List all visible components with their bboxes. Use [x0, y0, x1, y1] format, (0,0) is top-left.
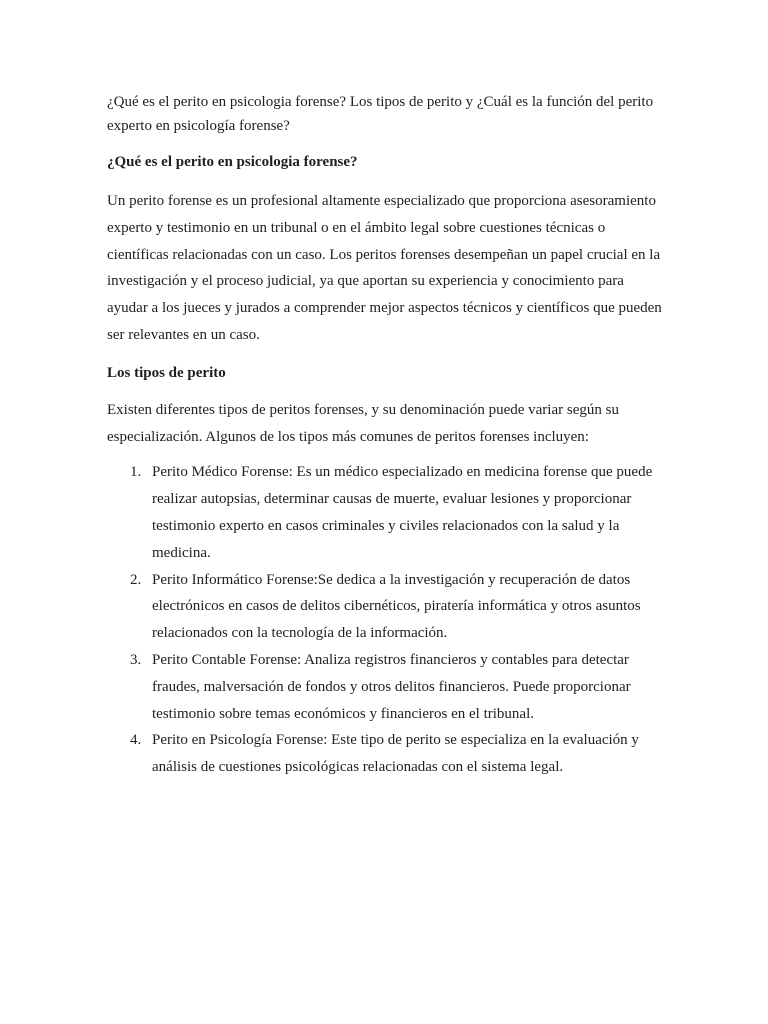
section-heading-definition: ¿Qué es el perito en psicologia forense?	[107, 154, 358, 170]
list-item-number: 4.	[130, 732, 142, 749]
list-item-number: 3.	[130, 651, 142, 668]
list-item-number: 2.	[130, 571, 142, 588]
paragraph-types-intro: Existen diferentes tipos de peritos forenses, y su denominación puede variar según su especialización. Algunos de los tipos más comunes de peritos forenses incluyen:	[107, 401, 619, 445]
document-content	[107, 90, 663, 781]
list-item	[107, 727, 663, 781]
list-item-text: Perito Médico Forense: Es un médico especializado en medicina forense que puede realizar autopsias, determinar causas de muerte, evaluar lesiones y proporcionar testimonio experto en casos criminales y civiles relacionados con la salud y la medicina.	[152, 464, 653, 561]
list-item-text: Perito en Psicología Forense: Este tipo de perito se especializa en la evaluación y análisis de cuestiones psicológicas relacionadas con el sistema legal.	[152, 732, 639, 776]
list-item-text: Perito Informático Forense:Se dedica a la investigación y recuperación de datos electrónicos en casos de delitos cibernéticos, piratería informática y otros asuntos relacionados con la tecnología de la información.	[152, 571, 641, 642]
list-item	[107, 459, 663, 566]
document-intro: ¿Qué es el perito en psicologia forense? Los tipos de perito y ¿Cuál es la función del perito experto en psicología forense?	[107, 94, 654, 134]
list-item-number: 1.	[130, 464, 142, 481]
paragraph-definition: Un perito forense es un profesional altamente especializado que proporciona asesoramiento experto y testimonio en un tribunal o en el ámbito legal sobre cuestiones técnicas o científicas relacionadas con un caso. Los peritos forenses desempeñan un papel crucial en la investigación y el proceso judicial, ya que aportan su experiencia y conocimiento para ayudar a los jueces y jurados a comprender mejor aspectos técnicos y científicos que pueden ser relevantes en un caso.	[107, 193, 662, 343]
types-list	[107, 459, 663, 781]
list-item-text: Perito Contable Forense: Analiza registros financieros y contables para detectar fraudes, malversación de fondos y otros delitos financieros. Puede proporcionar testimonio sobre temas económicos y financieros en el tribunal.	[152, 651, 631, 722]
section-heading-types: Los tipos de perito	[107, 364, 226, 381]
list-item	[107, 567, 663, 647]
list-item	[107, 647, 663, 727]
